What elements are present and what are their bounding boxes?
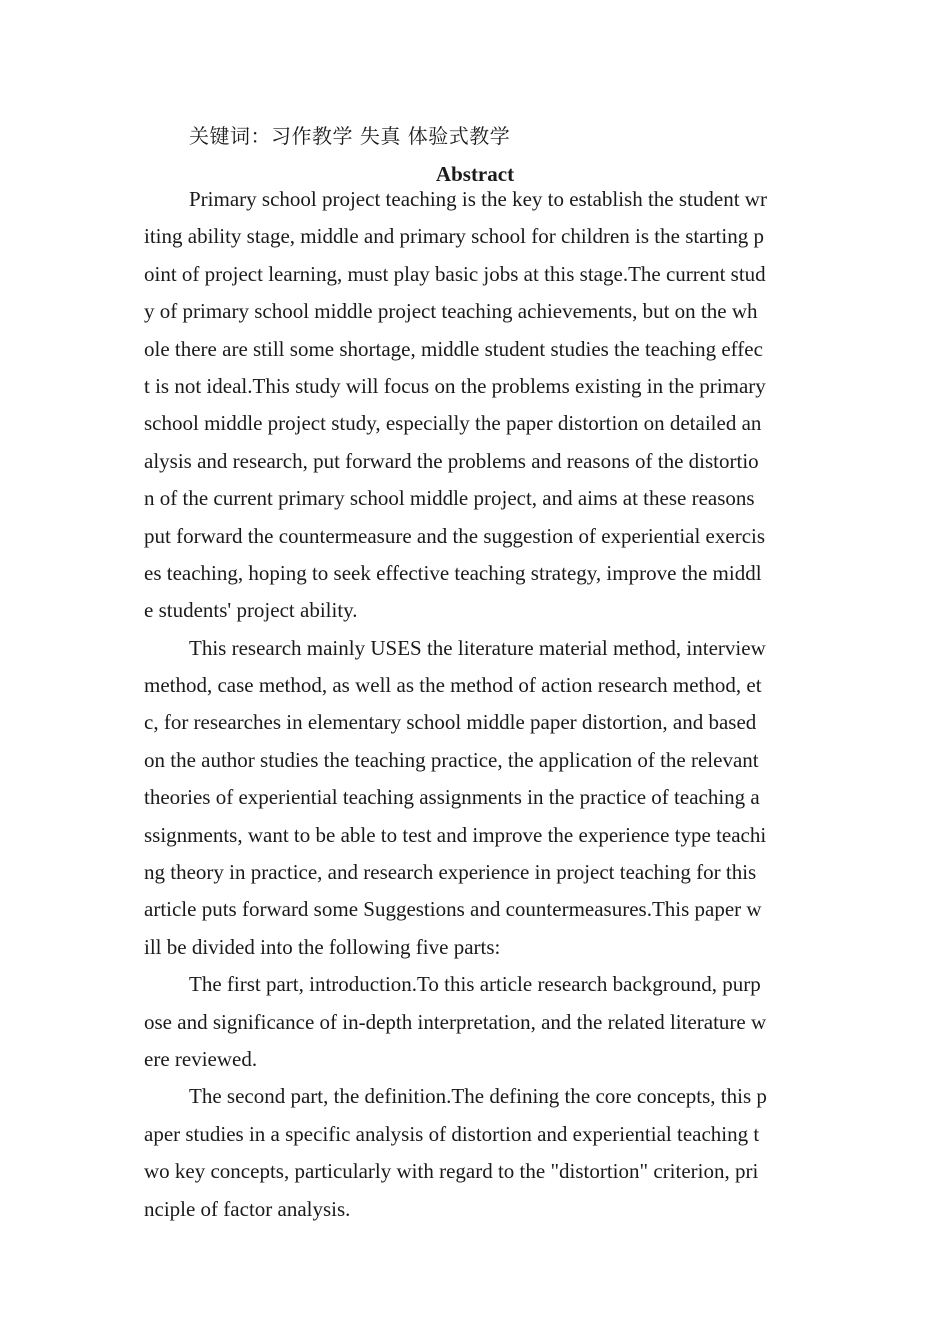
text-line: ill be divided into the following five parts: — [144, 934, 501, 959]
text-line: oint of project learning, must play basic jobs at this stage.The current stud — [144, 261, 766, 286]
text-line: ng theory in practice, and research experience in project teaching for this — [144, 860, 757, 885]
abstract-paragraph-2 — [144, 630, 824, 967]
abstract-paragraph-4 — [144, 1078, 824, 1228]
text-line: n of the current primary school middle project, and aims at these reasons — [144, 486, 755, 511]
text-line: This research mainly USES the literature material method, interview — [189, 635, 766, 660]
text-line: theories of experiential teaching assignments in the practice of teaching a — [144, 785, 760, 810]
text-line: school middle project study, especially the paper distortion on detailed an — [144, 411, 762, 436]
abstract-heading: Abstract — [435, 162, 515, 186]
text-line: method, case method, as well as the method of action research method, et — [144, 673, 762, 698]
text-line: y of primary school middle project teaching achievements, but on the wh — [144, 299, 758, 324]
text-line: Primary school project teaching is the key to establish the student wr — [189, 187, 767, 211]
text-line: The second part, the definition.The defining the core concepts, this p — [189, 1084, 767, 1109]
abstract-paragraph-1 — [144, 181, 824, 630]
text-line: The first part, introduction.To this article research background, purp — [189, 972, 761, 997]
text-line: nciple of factor analysis. — [144, 1196, 351, 1221]
text-line: alysis and research, put forward the problems and reasons of the distortio — [144, 448, 759, 473]
abstract-paragraph-3 — [144, 966, 824, 1078]
text-line: article puts forward some Suggestions and countermeasures.This paper w — [144, 897, 762, 922]
text-line: ole there are still some shortage, middle student studies the teaching effec — [144, 336, 763, 361]
text-line: e students' project ability. — [144, 598, 358, 623]
text-line: ssignments, want to be able to test and improve the experience type teachi — [144, 822, 767, 847]
text-line: ere reviewed. — [144, 1046, 258, 1071]
text-line: c, for researches in elementary school middle paper distortion, and based — [144, 710, 757, 735]
text-line: put forward the countermeasure and the suggestion of experiential exercis — [144, 523, 766, 548]
text-line: on the author studies the teaching practice, the application of the relevant — [144, 747, 759, 772]
text-line: es teaching, hoping to seek effective teaching strategy, improve the middl — [144, 560, 762, 585]
text-line: wo key concepts, particularly with regard to the "distortion" criterion, pri — [144, 1159, 759, 1184]
text-line: ose and significance of in-depth interpretation, and the related literature w — [144, 1009, 767, 1034]
keywords-line: 关键词：习作教学 失真 体验式教学 — [189, 124, 511, 148]
text-line: aper studies in a specific analysis of distortion and experiential teaching t — [144, 1121, 760, 1146]
text-line: t is not ideal.This study will focus on the problems existing in the primary — [144, 373, 766, 398]
abstract-body — [144, 181, 824, 1228]
text-line: iting ability stage, middle and primary school for children is the starting p — [144, 224, 764, 249]
